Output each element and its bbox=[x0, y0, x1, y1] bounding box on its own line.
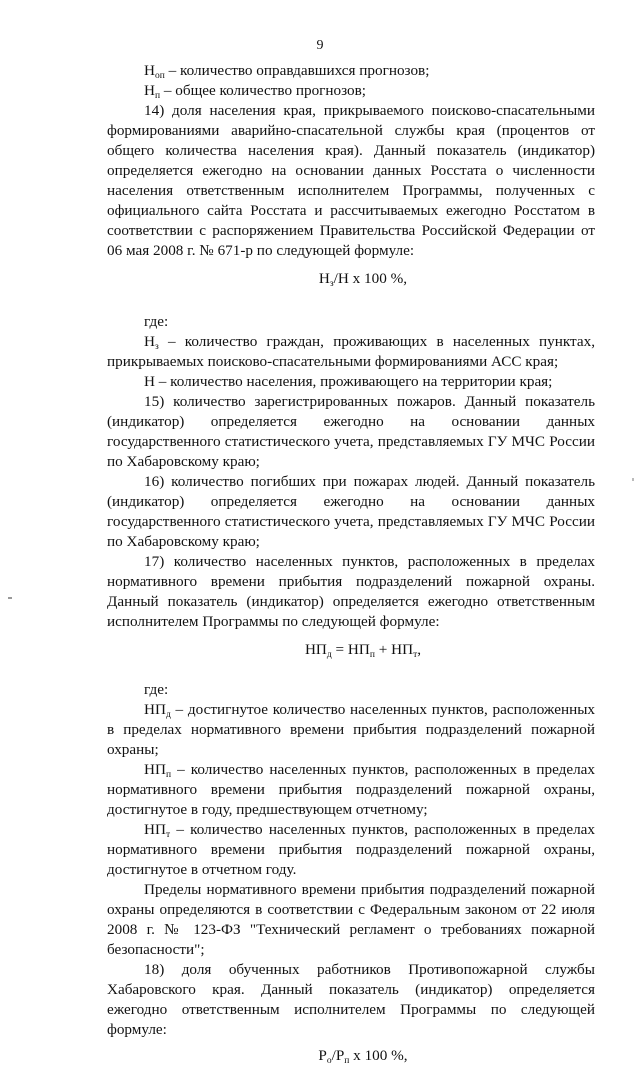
definition-npd: $НП_д$ – достигнутое количество населенных пунктов, расположенных в пределах нормативного времени прибытия подразделений пожарной охраны; bbox=[107, 701, 595, 758]
formula-2: $НП_д = НП_п + НП_т$, bbox=[304, 641, 422, 660]
scan-artifact bbox=[632, 478, 634, 481]
definition-npp: $НП_п$ – количество населенных пунктов, расположенных в пределах нормативного времени прибытия подразделений пожарной охраны, достигнутое в году, предшествующем отчетному; bbox=[107, 761, 595, 818]
where-label-2: где: bbox=[144, 681, 169, 698]
definition-noп: $Н_{оп}$ – количество оправдавшихся прогнозов; bbox=[144, 62, 430, 81]
definition-nз: $Н_з$ – количество граждан, проживающих в населенных пунктах, прикрываемых поисково-спасательными формированиями АСС края; bbox=[107, 333, 595, 370]
paragraph-15: 15) количество зарегистрированных пожаров. Данный показатель (индикатор) определяется ежегодно на основании данных государственного статистического учета, представляемых ГУ МЧС России по Хабаровскому краю; bbox=[107, 393, 595, 470]
scan-artifact bbox=[8, 597, 12, 599]
page-number: 9 bbox=[316, 38, 324, 53]
definition-nп: $Н_п$ – общее количество прогнозов; bbox=[144, 82, 367, 101]
document-body bbox=[107, 61, 595, 1066]
formula-3: $Р_о/Р_п$ х 100 %, bbox=[318, 1047, 408, 1066]
definition-npt: $НП_т$ – количество населенных пунктов, расположенных в пределах нормативного времени прибытия подразделений пожарной охраны, достигнутое в отчетном году. bbox=[107, 821, 595, 878]
formula-1: $Н_з/Н$ х 100 %, bbox=[318, 270, 408, 289]
where-label-1: где: bbox=[144, 313, 169, 330]
paragraph-18: 18) доля обученных работников Противопожарной службы Хабаровского края. Данный показатель (индикатор) определяется ежегодно ответственным исполнителем Программы по следующей формуле: bbox=[107, 961, 595, 1038]
paragraph-14: 14) доля населения края, прикрываемого поисково-спасательными формированиями аварийно-спасательной службы края (процентов от общего количества населения края). Данный показатель (индикатор) определяется ежегодно на основании данных Росстата о численности населения ответственным исполнителем Программы, полученных с официального сайта Росстата и рассчитываемых ежегодно Росстатом в соответствии с распоряжением Правительства Российской Федерации от 06 мая 2008 г. № 671-р по следующей формуле: bbox=[107, 102, 595, 259]
paragraph-limits: Пределы нормативного времени прибытия подразделений пожарной охраны определяются в соответствии с Федеральным законом от 22 июля 2008 г. № 123-ФЗ "Технический регламент о требованиях пожарной безопасности"; bbox=[107, 881, 595, 958]
definition-n: Н – количество населения, проживающего на территории края; bbox=[144, 373, 553, 390]
paragraph-16: 16) количество погибших при пожарах людей. Данный показатель (индикатор) определяется ежегодно на основании данных государственного статистического учета, представляемых ГУ МЧС России по Хабаровскому краю; bbox=[107, 473, 595, 550]
paragraph-17: 17) количество населенных пунктов, расположенных в пределах нормативного времени прибытия подразделений пожарной охраны. Данный показатель (индикатор) определяется ежегодно ответственным исполнителем Программы по следующей формуле: bbox=[107, 553, 595, 630]
